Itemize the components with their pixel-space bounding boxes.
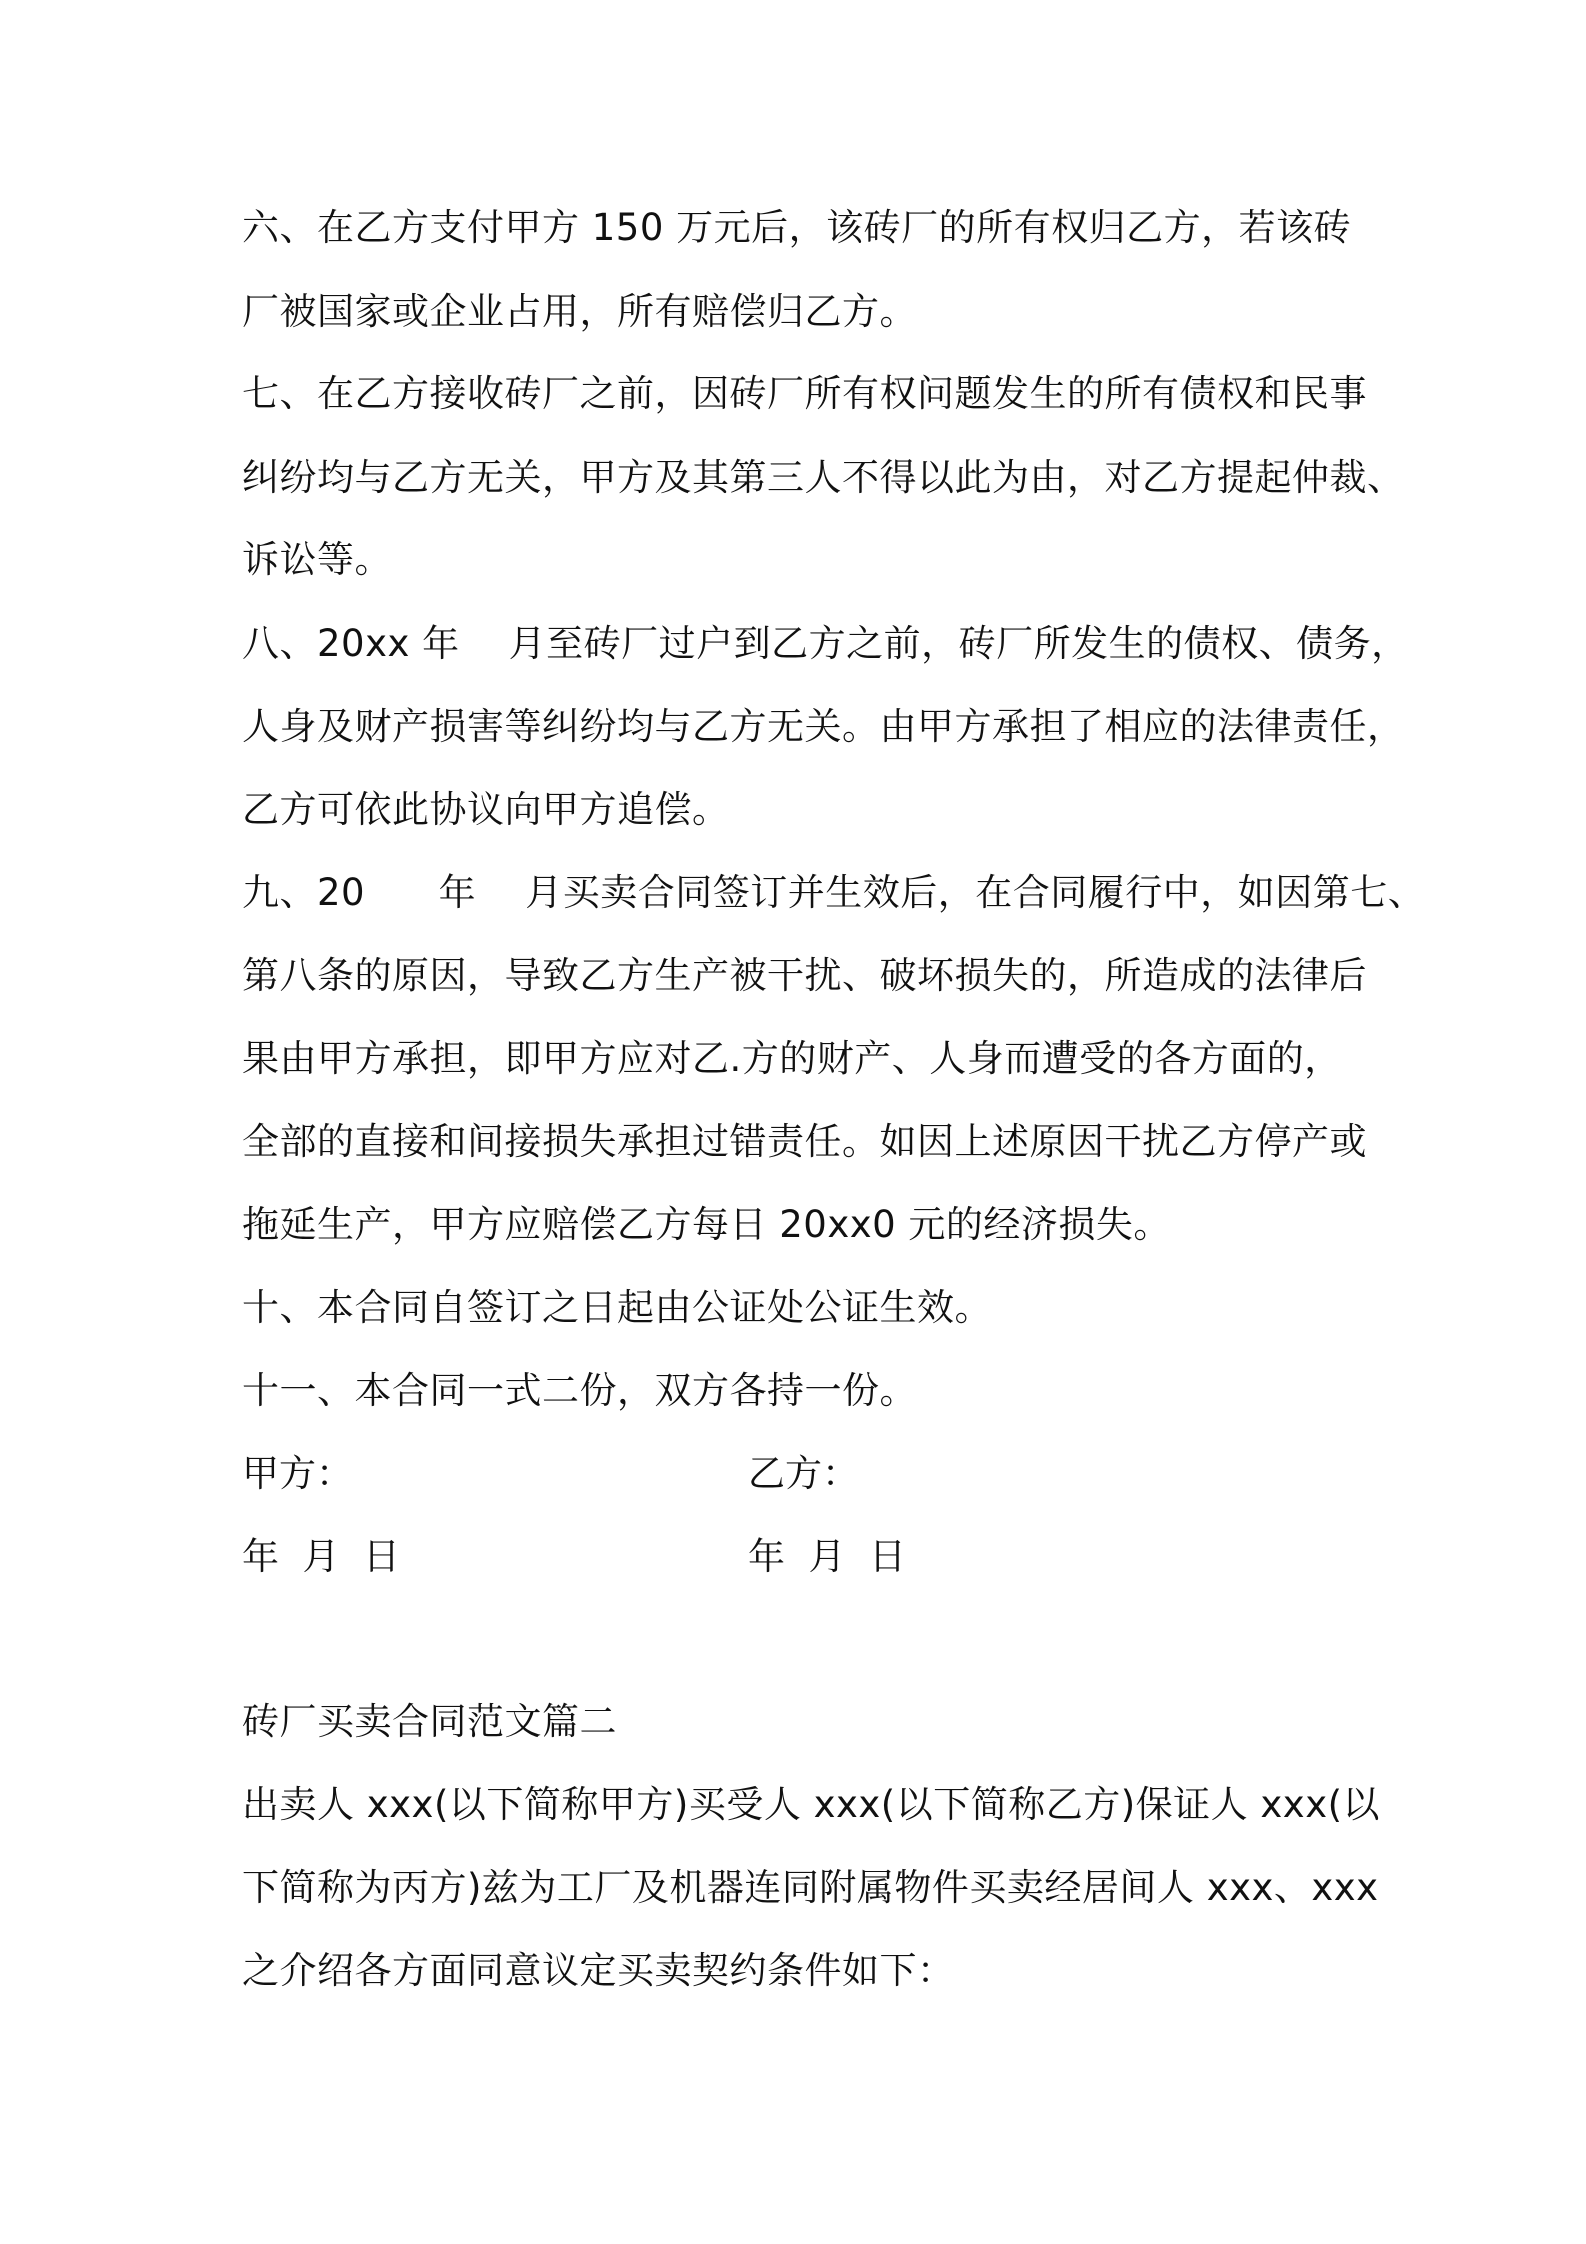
clause-6-line-1: 六、在乙方支付甲方 150 万元后，该砖厂的所有权归乙方，若该砖 xyxy=(242,206,1352,249)
contract-two-line-3: 之介绍各方面同意议定买卖契约条件如下： xyxy=(242,1949,955,1992)
clause-8-line-1: 八、20xx 年 月至砖厂过户到乙方之前，砖厂所发生的债权、债务， xyxy=(242,622,1409,665)
clause-9-line-3: 果由甲方承担，即甲方应对乙.方的财产、人身而遭受的各方面的， xyxy=(242,1037,1342,1080)
section-title: 砖厂买卖合同范文篇二 xyxy=(242,1700,617,1743)
clause-11-line: 十一、本合同一式二份，双方各持一份。 xyxy=(242,1369,917,1412)
clause-9-line-2: 第八条的原因，导致乙方生产被干扰、破坏损失的，所造成的法律后 xyxy=(242,954,1367,997)
clause-7-line-2: 纠纷均与乙方无关，甲方及其第三人不得以此为由，对乙方提起仲裁、 xyxy=(242,456,1405,499)
clause-9-line-1: 九、20 年 月买卖合同签订并生效后，在合同履行中，如因第七、 xyxy=(242,871,1426,914)
party-a-date: 年 月 日 xyxy=(242,1535,401,1578)
clause-10-line: 十、本合同自签订之日起由公证处公证生效。 xyxy=(242,1286,992,1329)
clause-7-line-1: 七、在乙方接收砖厂之前，因砖厂所有权问题发生的所有债权和民事 xyxy=(242,372,1367,415)
clause-8-line-3: 乙方可依此协议向甲方追偿。 xyxy=(242,788,730,831)
contract-two-line-2: 下简称为丙方)兹为工厂及机器连同附属物件买卖经居间人 xxx、xxx xyxy=(242,1866,1379,1909)
clause-6-line-2: 厂被国家或企业占用，所有赔偿归乙方。 xyxy=(242,290,917,333)
clause-7-line-3: 诉讼等。 xyxy=(242,538,392,581)
clause-8-line-2: 人身及财产损害等纠纷均与乙方无关。由甲方承担了相应的法律责任， xyxy=(242,705,1405,748)
party-b-date: 年 月 日 xyxy=(748,1535,907,1578)
clause-9-line-5: 拖延生产，甲方应赔偿乙方每日 20xx0 元的经济损失。 xyxy=(242,1203,1171,1246)
clause-9-line-4: 全部的直接和间接损失承担过错责任。如因上述原因干扰乙方停产或 xyxy=(242,1120,1367,1163)
party-b-label: 乙方： xyxy=(748,1452,859,1495)
party-a-label: 甲方： xyxy=(242,1452,353,1495)
contract-two-line-1: 出卖人 xxx(以下简称甲方)买受人 xxx(以下简称乙方)保证人 xxx(以 xyxy=(242,1783,1381,1826)
